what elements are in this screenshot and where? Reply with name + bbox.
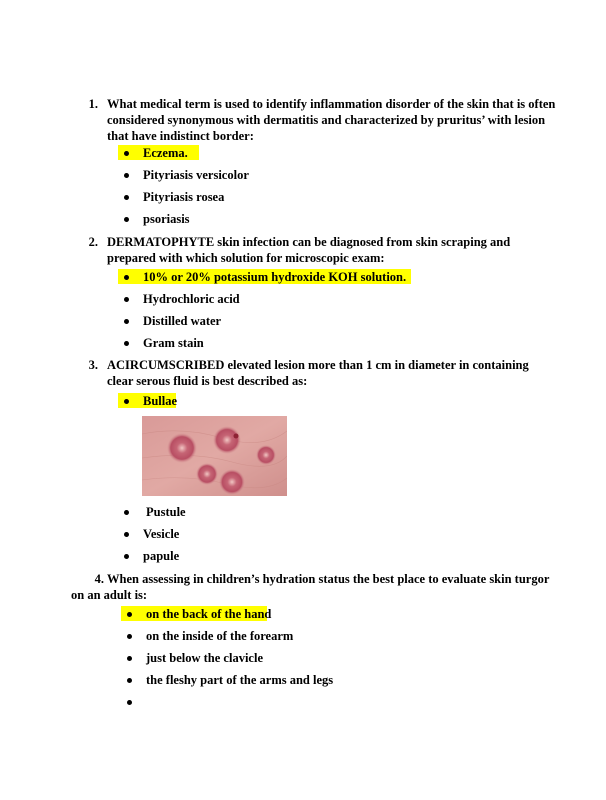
question-1-option-1: Eczema. [143,146,188,160]
question-3-line-1: ACIRCUMSCRIBED elevated lesion more than 1 cm in diameter in containing [107,358,529,372]
bullet-icon [124,313,129,329]
bullet-icon [124,504,129,520]
question-3-number: 3. [88,358,98,372]
bullet-icon [124,335,129,351]
bullet-icon [124,548,129,564]
skin-lesion-photo [142,416,287,496]
question-4-line-1: When assessing in children’s hydration status the best place to evaluate skin turgor [107,572,550,586]
question-1-option-3: Pityriasis rosea [143,190,225,204]
question-3-line-2: clear serous fluid is best described as: [107,374,308,388]
question-1-line-1: What medical term is used to identify inflammation disorder of the skin that is often [107,97,556,111]
question-4-option-4: the fleshy part of the arms and legs [146,673,334,687]
question-2-option-3: Distilled water [143,314,222,328]
question-1-option-2: Pityriasis versicolor [143,168,249,182]
question-4-option-2: on the inside of the forearm [146,629,294,643]
question-4-option-3: just below the clavicle [146,651,263,665]
question-4-option-1: on the back of the hand [146,607,272,621]
question-2-line-1: DERMATOPHYTE skin infection can be diagnosed from skin scraping and [107,235,511,249]
bullet-icon [127,628,132,644]
question-1-number: 1. [88,97,98,111]
bullet-icon [127,650,132,666]
bullet-icon [124,291,129,307]
bullet-icon [124,167,129,183]
question-2-option-2: Hydrochloric acid [143,292,240,306]
question-1-line-2: considered synonymous with dermatitis and characterized by pruritus’ with lesion [107,113,546,127]
question-3-option-2: Pustule [146,505,186,519]
bullet-icon [124,189,129,205]
question-3-option-4: papule [143,549,180,563]
question-2-line-2: prepared with which solution for microscopic exam: [107,251,385,265]
bullet-icon [124,145,129,161]
bullet-icon [124,211,129,227]
bullet-icon [127,672,132,688]
question-3-option-3: Vesicle [143,527,180,541]
bullet-icon [124,393,129,409]
question-2-number: 2. [88,235,98,249]
bullet-icon [127,694,132,710]
question-4-number: 4. [94,572,104,586]
bullet-icon [124,526,129,542]
bullet-icon [124,269,129,285]
question-4-line-2: on an adult is: [71,588,148,602]
question-1-line-3: that have indistinct border: [107,129,254,143]
question-2-option-4: Gram stain [143,336,204,350]
bullet-icon [127,606,132,622]
question-2-option-1: 10% or 20% potassium hydroxide KOH solution. [143,270,407,284]
question-3-option-1: Bullae [143,394,178,408]
question-1-option-4: psoriasis [143,212,190,226]
